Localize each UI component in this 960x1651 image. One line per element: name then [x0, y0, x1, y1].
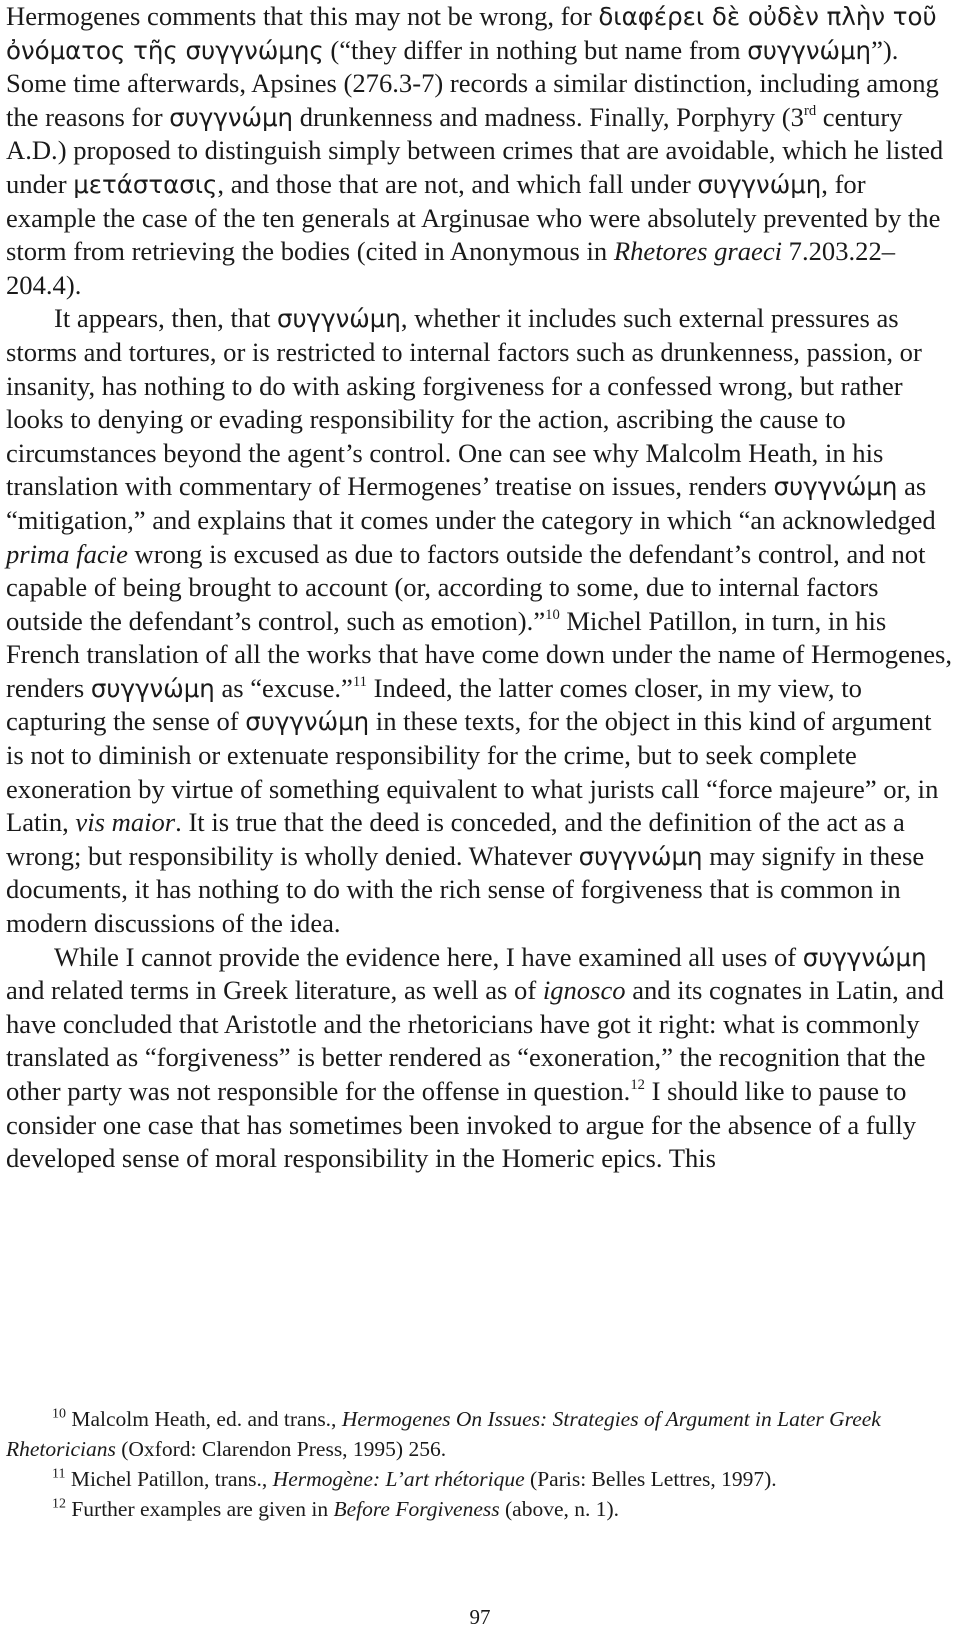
footnotes [6, 1404, 954, 1524]
greek-term: συγγνώμη [747, 35, 872, 65]
text-run: , and those that are not, and which fall under [217, 168, 698, 199]
greek-term: συγγνώμη [697, 169, 822, 199]
footnote-12 [6, 1494, 954, 1524]
italic-text: vis maior [75, 807, 176, 838]
text-run: in these texts, for the object in this kind of argument is not to diminish or extenuate responsibility for the crime, but to seek complete exoneration by virtue of something equivalent to what jurists call “force majeure” or, in Latin, [6, 706, 939, 838]
page-number: 97 [469, 1605, 491, 1629]
italic-text: Hermogenes On Issues: Strategies of Argument in Later Greek Rhetoricians [6, 1407, 881, 1461]
text-run: ”). Some time afterwards, Apsines (276.3-7) records a similar distinction, including among the reasons for [6, 34, 939, 132]
text-run: While I cannot provide the evidence here, I have examined all uses of [54, 941, 803, 972]
text-run: It appears, then, that [54, 303, 278, 334]
footnote-10 [6, 1404, 954, 1464]
superscript: 11 [52, 1466, 66, 1482]
text-run: I should like to pause to consider one case that has sometimes been invoked to argue for the absence of a fully developed sense of moral responsibility in the Homeric epics. This [6, 1076, 917, 1174]
text-run: , whether it includes such external pressures as storms and tortures, or is restricted to internal factors such as drunkenness, passion, or insanity, has nothing to do with asking forgiveness for a confessed wrong, but rather looks to denying or evading responsibility for the action, ascribing the cause to circumstances beyond the agent’s control. One can see why Malcolm Heath, in his translation with commentary of Hermogenes’ treatise on issues, renders [6, 303, 922, 502]
text-run: may signify in these documents, it has nothing to do with the rich sense of forgiveness that is common in modern discussions of the idea. [6, 840, 925, 939]
greek-term: συγγνώμη [90, 673, 215, 703]
italic-text: prima facie [6, 538, 128, 569]
greek-term: συγγνώμη [245, 707, 370, 737]
text-run: wrong is excused as due to factors outside the defendant’s control, and not capable of being brought to account (or, according to some, due to internal factors outside the defendant’s control, such as emotion).” [6, 538, 926, 636]
superscript: 12 [52, 1496, 66, 1512]
text-run: , for example the case of the ten generals at Arginusae who were absolutely prevented by the storm from retrieving the bodies (cited in Anonymous in [6, 168, 941, 267]
paragraph-2 [6, 302, 954, 940]
text-run: Michel Patillon, trans., [65, 1467, 273, 1491]
paragraph-3 [6, 941, 954, 1176]
greek-term: συγγνώμη [277, 304, 401, 334]
superscript: 10 [545, 606, 560, 623]
text-run: (Oxford: Clarendon Press, 1995) 256. [115, 1437, 447, 1461]
greek-term: συγγνώμη [802, 942, 927, 972]
text-run: and related terms in Greek literature, as well as of [6, 975, 543, 1006]
greek-term: μετάστασις [73, 169, 218, 199]
text-run: (above, n. 1). [499, 1497, 620, 1521]
paragraph-1 [6, 0, 954, 302]
superscript: 10 [52, 1406, 66, 1422]
greek-term: διαφέρει δὲ οὐδὲν πλὴν τοῦ ὀνόματος τῆς συγγνώμης [6, 2, 937, 65]
text-run: drunkenness and madness. Finally, Porphyry (3 [293, 101, 804, 132]
text-run: Further examples are given in [65, 1497, 334, 1521]
text-run: Malcolm Heath, ed. and trans., [65, 1407, 342, 1431]
text-run: (“they differ in nothing but name from [323, 34, 748, 65]
text-run: Hermogenes comments that this may not be wrong, for [6, 1, 599, 31]
footnote-11 [6, 1464, 954, 1494]
italic-text: Before Forgiveness [333, 1497, 500, 1521]
text-run: and its cognates in Latin, and have concluded that Aristotle and the rhetoricians have got it right: what is commonly translated as “forgiveness” is better rendered as “exoneration,” the recognition that the other party was not responsible for the offense in question. [6, 975, 944, 1106]
text-run: . It is true that the deed is conceded, and the definition of the act as a wrong; but responsibility is wholly denied. Whatever [6, 807, 905, 871]
superscript: 11 [352, 673, 367, 690]
greek-term: συγγνώμη [578, 841, 703, 871]
italic-text: ignosco [542, 975, 626, 1006]
text-run: as “excuse.” [214, 672, 353, 703]
text-run: (Paris: Belles Lettres, 1997). [524, 1467, 777, 1491]
text-run: 7.203.22–204.4). [6, 236, 896, 300]
text-run: century A.D.) proposed to distinguish simply between crimes that are avoidable, which he listed under [6, 101, 944, 199]
superscript: rd [803, 102, 817, 119]
text-run: Indeed, the latter comes closer, in my view, to capturing the sense of [6, 672, 862, 737]
greek-term: συγγνώμη [773, 472, 898, 502]
text-run: as “mitigation,” and explains that it comes under the category in which “an acknowledged [6, 471, 936, 535]
body-text [6, 0, 954, 1176]
superscript: 12 [630, 1077, 645, 1094]
text-run: Michel Patillon, in turn, in his French translation of all the works that have come down under the name of Hermogenes, renders [6, 605, 952, 703]
main-text-block [6, 0, 954, 1176]
greek-term: συγγνώμη [169, 102, 294, 132]
italic-text: Rhetores graeci [613, 236, 783, 267]
italic-text: Hermogène: L’art rhétorique [272, 1467, 525, 1491]
